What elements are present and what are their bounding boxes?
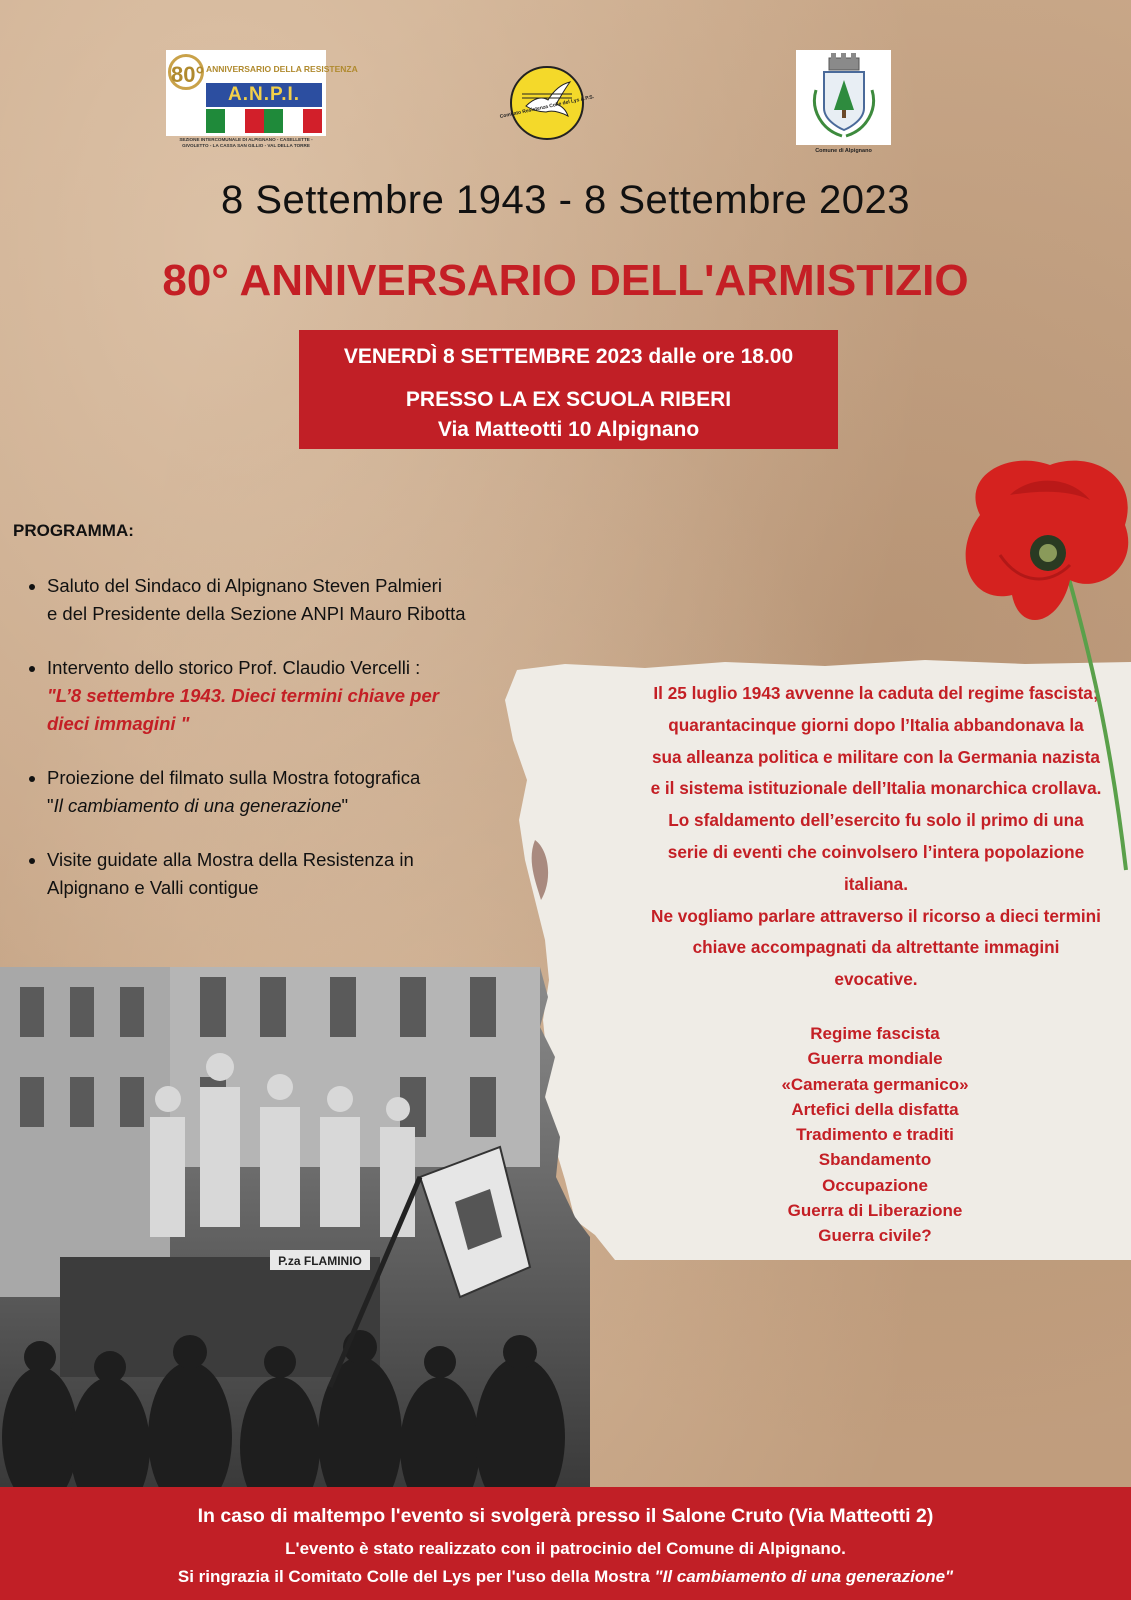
footer-banner xyxy=(0,1487,1131,1600)
keyword-item: Guerra mondiale xyxy=(807,1049,943,1069)
patronage-notice: L'evento è stato realizzato con il patrocinio del Comune di Alpignano. xyxy=(285,1539,846,1558)
description-line: Il 25 luglio 1943 avvenne la caduta del regime fascista; xyxy=(653,683,1099,703)
description-line: Ne vogliamo parlare attraverso il ricorso a dieci termini xyxy=(651,905,1101,926)
comune-caption: Comune di Alpignano xyxy=(815,148,872,154)
program-item xyxy=(47,846,547,902)
program-item-text: Proiezione del filmato sulla Mostra fotografica xyxy=(47,767,421,788)
anpi-caption: SEZIONE INTERCOMUNALE DI ALPIGNANO - CASELLETTE - GIVOLETTO - LA CASSA SAN GILLIO - VAL DELLA TORRE xyxy=(179,137,313,148)
event-venue: PRESSO LA EX SCUOLA RIBERI xyxy=(405,388,732,411)
lecture-title: "L’8 settembre 1943. Dieci termini chiave per xyxy=(47,685,439,706)
italian-flag-icon xyxy=(206,109,322,133)
main-title: 80° ANNIVERSARIO DELL'ARMISTIZIO xyxy=(162,256,969,305)
anpi-logo xyxy=(166,50,358,136)
program-item xyxy=(47,654,547,738)
description-line: quarantacinque giorni dopo l’Italia abbandonava la xyxy=(668,714,1084,735)
description-line: Lo sfaldamento dell’esercito fu solo il primo di una xyxy=(668,810,1084,831)
keyword-item: «Camerata germanico» xyxy=(781,1074,969,1094)
exhibition-title: "Il cambiamento di una generazione" xyxy=(654,1567,954,1586)
anpi-anniversary-text: ANNIVERSARIO DELLA RESISTENZA xyxy=(206,64,358,74)
thanks-text: Si ringrazia il Comitato Colle del Lys per l'uso della Mostra xyxy=(177,1567,655,1586)
program-item xyxy=(47,572,547,628)
program-item-text: Visite guidate alla Mostra della Resistenza in xyxy=(47,849,414,870)
program-list xyxy=(22,572,547,928)
description-line: e il sistema istituzionale dell’Italia monarchica crollava. xyxy=(650,778,1102,799)
keyword-list xyxy=(740,1021,1010,1249)
event-info-box xyxy=(299,330,838,449)
description-line: italiana. xyxy=(844,873,908,894)
colle-del-lys-caption: Comitato Resistenza Colle del Lys A.P.S. xyxy=(499,94,595,120)
program-item xyxy=(47,764,547,820)
keyword-item: Guerra di Liberazione xyxy=(787,1201,963,1221)
description-line: sua alleanza politica e militare con la Germania nazista xyxy=(651,746,1100,767)
program-heading: PROGRAMMA: xyxy=(13,521,134,540)
thanks-notice xyxy=(0,1567,1131,1587)
date-line: 8 Settembre 1943 - 8 Settembre 2023 xyxy=(220,178,911,222)
event-address: Via Matteotti 10 Alpignano xyxy=(437,418,700,441)
lecture-title: dieci immagini " xyxy=(47,713,190,734)
keyword-item: Sbandamento xyxy=(818,1150,932,1170)
keyword-item: Tradimento e traditi xyxy=(796,1125,954,1145)
poppy-flower-icon xyxy=(950,455,1131,875)
keyword-item: Artefici della disfatta xyxy=(791,1099,959,1119)
description-line: evocative. xyxy=(834,969,918,990)
quote-mark: " xyxy=(47,795,54,816)
description-line: serie di eventi che coinvolsero l’intera popolazione xyxy=(667,841,1085,862)
keyword-item: Regime fascista xyxy=(810,1024,940,1043)
event-datetime: VENERDÌ 8 SETTEMBRE 2023 dalle ore 18.00 xyxy=(343,345,794,368)
quote-mark: " xyxy=(341,795,349,816)
weather-notice: In caso di maltempo l'evento si svolgerà presso il Salone Cruto (Via Matteotti 2) xyxy=(197,1505,934,1527)
description-line: chiave accompagnati da altrettante immagini xyxy=(692,937,1060,958)
program-item-text: Alpignano e Valli contigue xyxy=(47,877,259,898)
keyword-item: Occupazione xyxy=(822,1175,928,1195)
program-item-text: Saluto del Sindaco di Alpignano Steven Palmieri xyxy=(47,575,442,596)
historical-crowd-photo xyxy=(0,967,590,1487)
crest-icon xyxy=(796,50,891,145)
program-item-text: Intervento dello storico Prof. Claudio Vercelli : xyxy=(47,657,421,678)
program-item-text: e del Presidente della Sezione ANPI Mauro Ribotta xyxy=(47,603,466,624)
keyword-item: Guerra civile? xyxy=(818,1226,932,1246)
film-title: Il cambiamento di una generazione xyxy=(53,795,342,816)
anpi-name: A.N.P.I. xyxy=(206,83,322,107)
comune-alpignano-crest xyxy=(796,50,891,145)
anpi-80-badge: 80° xyxy=(168,54,204,90)
tram-sign-text: P.za FLAMINIO xyxy=(278,1254,362,1268)
